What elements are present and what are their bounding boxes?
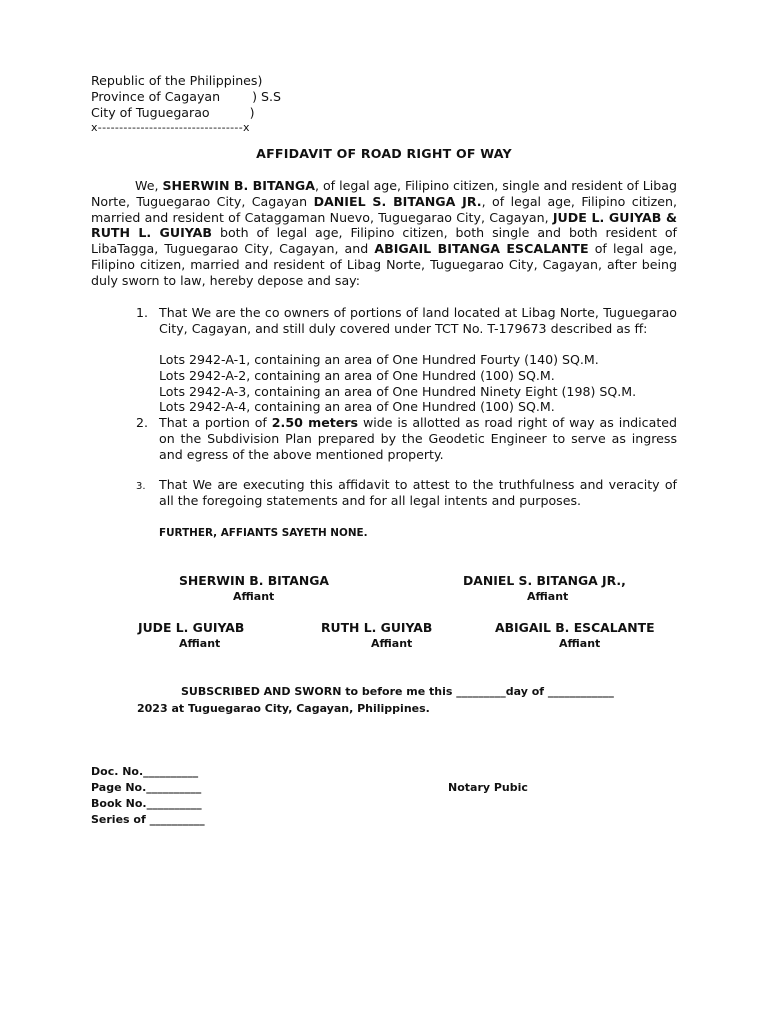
item-number: 3. [136,481,146,492]
road-width-value: 2.50 meters [271,415,359,430]
lot-item: Lots 2942-A-2, containing an area of One Hundred (100) SQ.M. [159,367,555,383]
intro-text: , of legal age, Filipino citizen, married and resident of Cataggaman Nuevo, Tuguegarao City, Cagayan, [91,193,677,225]
item-number: 1. [136,305,149,320]
header-city: City of Tuguegarao ) [91,105,255,120]
signatory-name: ABIGAIL B. ESCALANTE [495,620,655,635]
further-statement: FURTHER, AFFIANTS SAYETH NONE. [159,527,368,539]
doc-no-field: Doc. No.__________ [91,765,199,778]
intro-paragraph [91,178,677,289]
page-no-field: Page No.__________ [91,781,202,794]
signatory-role: Affiant [559,637,601,650]
signatory-name: JUDE L. GUIYAB [138,620,245,635]
item-3-text: That We are executing this affidavit to attest to the truthfulness and veracity of all the foregoing statements and for all legal intents and purposes. [159,477,677,508]
signatory-name: SHERWIN B. BITANGA [179,573,329,588]
signatory-role: Affiant [179,637,221,650]
item-2-text [159,415,677,462]
header-republic: Republic of the Philippines) [91,73,263,88]
affiant-name-jude-ruth: JUDE L. GUIYAB & RUTH L. GUIYAB [91,209,678,241]
item-2-text-part: wide is allotted as road right of way as indicated on the Subdivision Plan prepared by the Geodetic Engineer to serve as ingress and egress of the above mentioned property. [159,415,677,462]
book-no-field: Book No.__________ [91,797,202,810]
affiant-name-abigail: ABIGAIL BITANGA ESCALANTE [374,241,589,257]
document-title: AFFIDAVIT OF ROAD RIGHT OF WAY [256,146,512,161]
intro-text: of legal age, Filipino citizen, married and resident of Libag Norte, Tuguegarao City, Cagayan, after being duly sworn to law, hereby depose and say: [91,241,677,288]
intro-text: We, [135,178,163,193]
signatory-name: DANIEL S. BITANGA JR., [463,573,626,588]
intro-text: , of legal age, Filipino citizen, single and resident of Libag Norte, Tuguegarao City, Cagayan [91,178,678,209]
header-province: Province of Cagayan ) S.S [91,89,282,104]
jurat-line-1: SUBSCRIBED AND SWORN to before me this _________day of ____________ [181,685,614,698]
intro-text: both of legal age, Filipino citizen, both single and both resident of LibaTagga, Tuguegarao City, Cagayan, and [91,225,677,257]
lot-item: Lots 2942-A-1, containing an area of One Hundred Fourty (140) SQ.M. [159,352,599,367]
item-1-text: That We are the co owners of portions of land located at Libag Norte, Tuguegarao City, Cagayan, and still duly covered under TCT No. T-179673 described as ff: [159,305,677,336]
series-field: Series of __________ [91,813,205,826]
signatory-role: Affiant [233,590,275,603]
lot-item: Lots 2942-A-3, containing an area of One Hundred Ninety Eight (198) SQ.M. [159,383,637,399]
notary-public-label: Notary Pubic [448,781,528,794]
signatory-role: Affiant [371,637,413,650]
affiant-name-sherwin: SHERWIN B. BITANGA [162,178,315,193]
jurat-line-2: 2023 at Tuguegarao City, Cagayan, Philippines. [137,702,430,715]
lot-item: Lots 2942-A-4, containing an area of One Hundred (100) SQ.M. [159,399,555,415]
lot-list [159,352,636,415]
item-2-text-part: That a portion of [159,415,272,430]
signatory-name: RUTH L. GUIYAB [321,620,433,635]
header-divider: x----------------------------------x [91,121,250,134]
affiant-name-daniel: DANIEL S. BITANGA JR. [313,193,482,209]
signatory-role: Affiant [527,590,569,603]
item-number: 2. [136,415,149,430]
